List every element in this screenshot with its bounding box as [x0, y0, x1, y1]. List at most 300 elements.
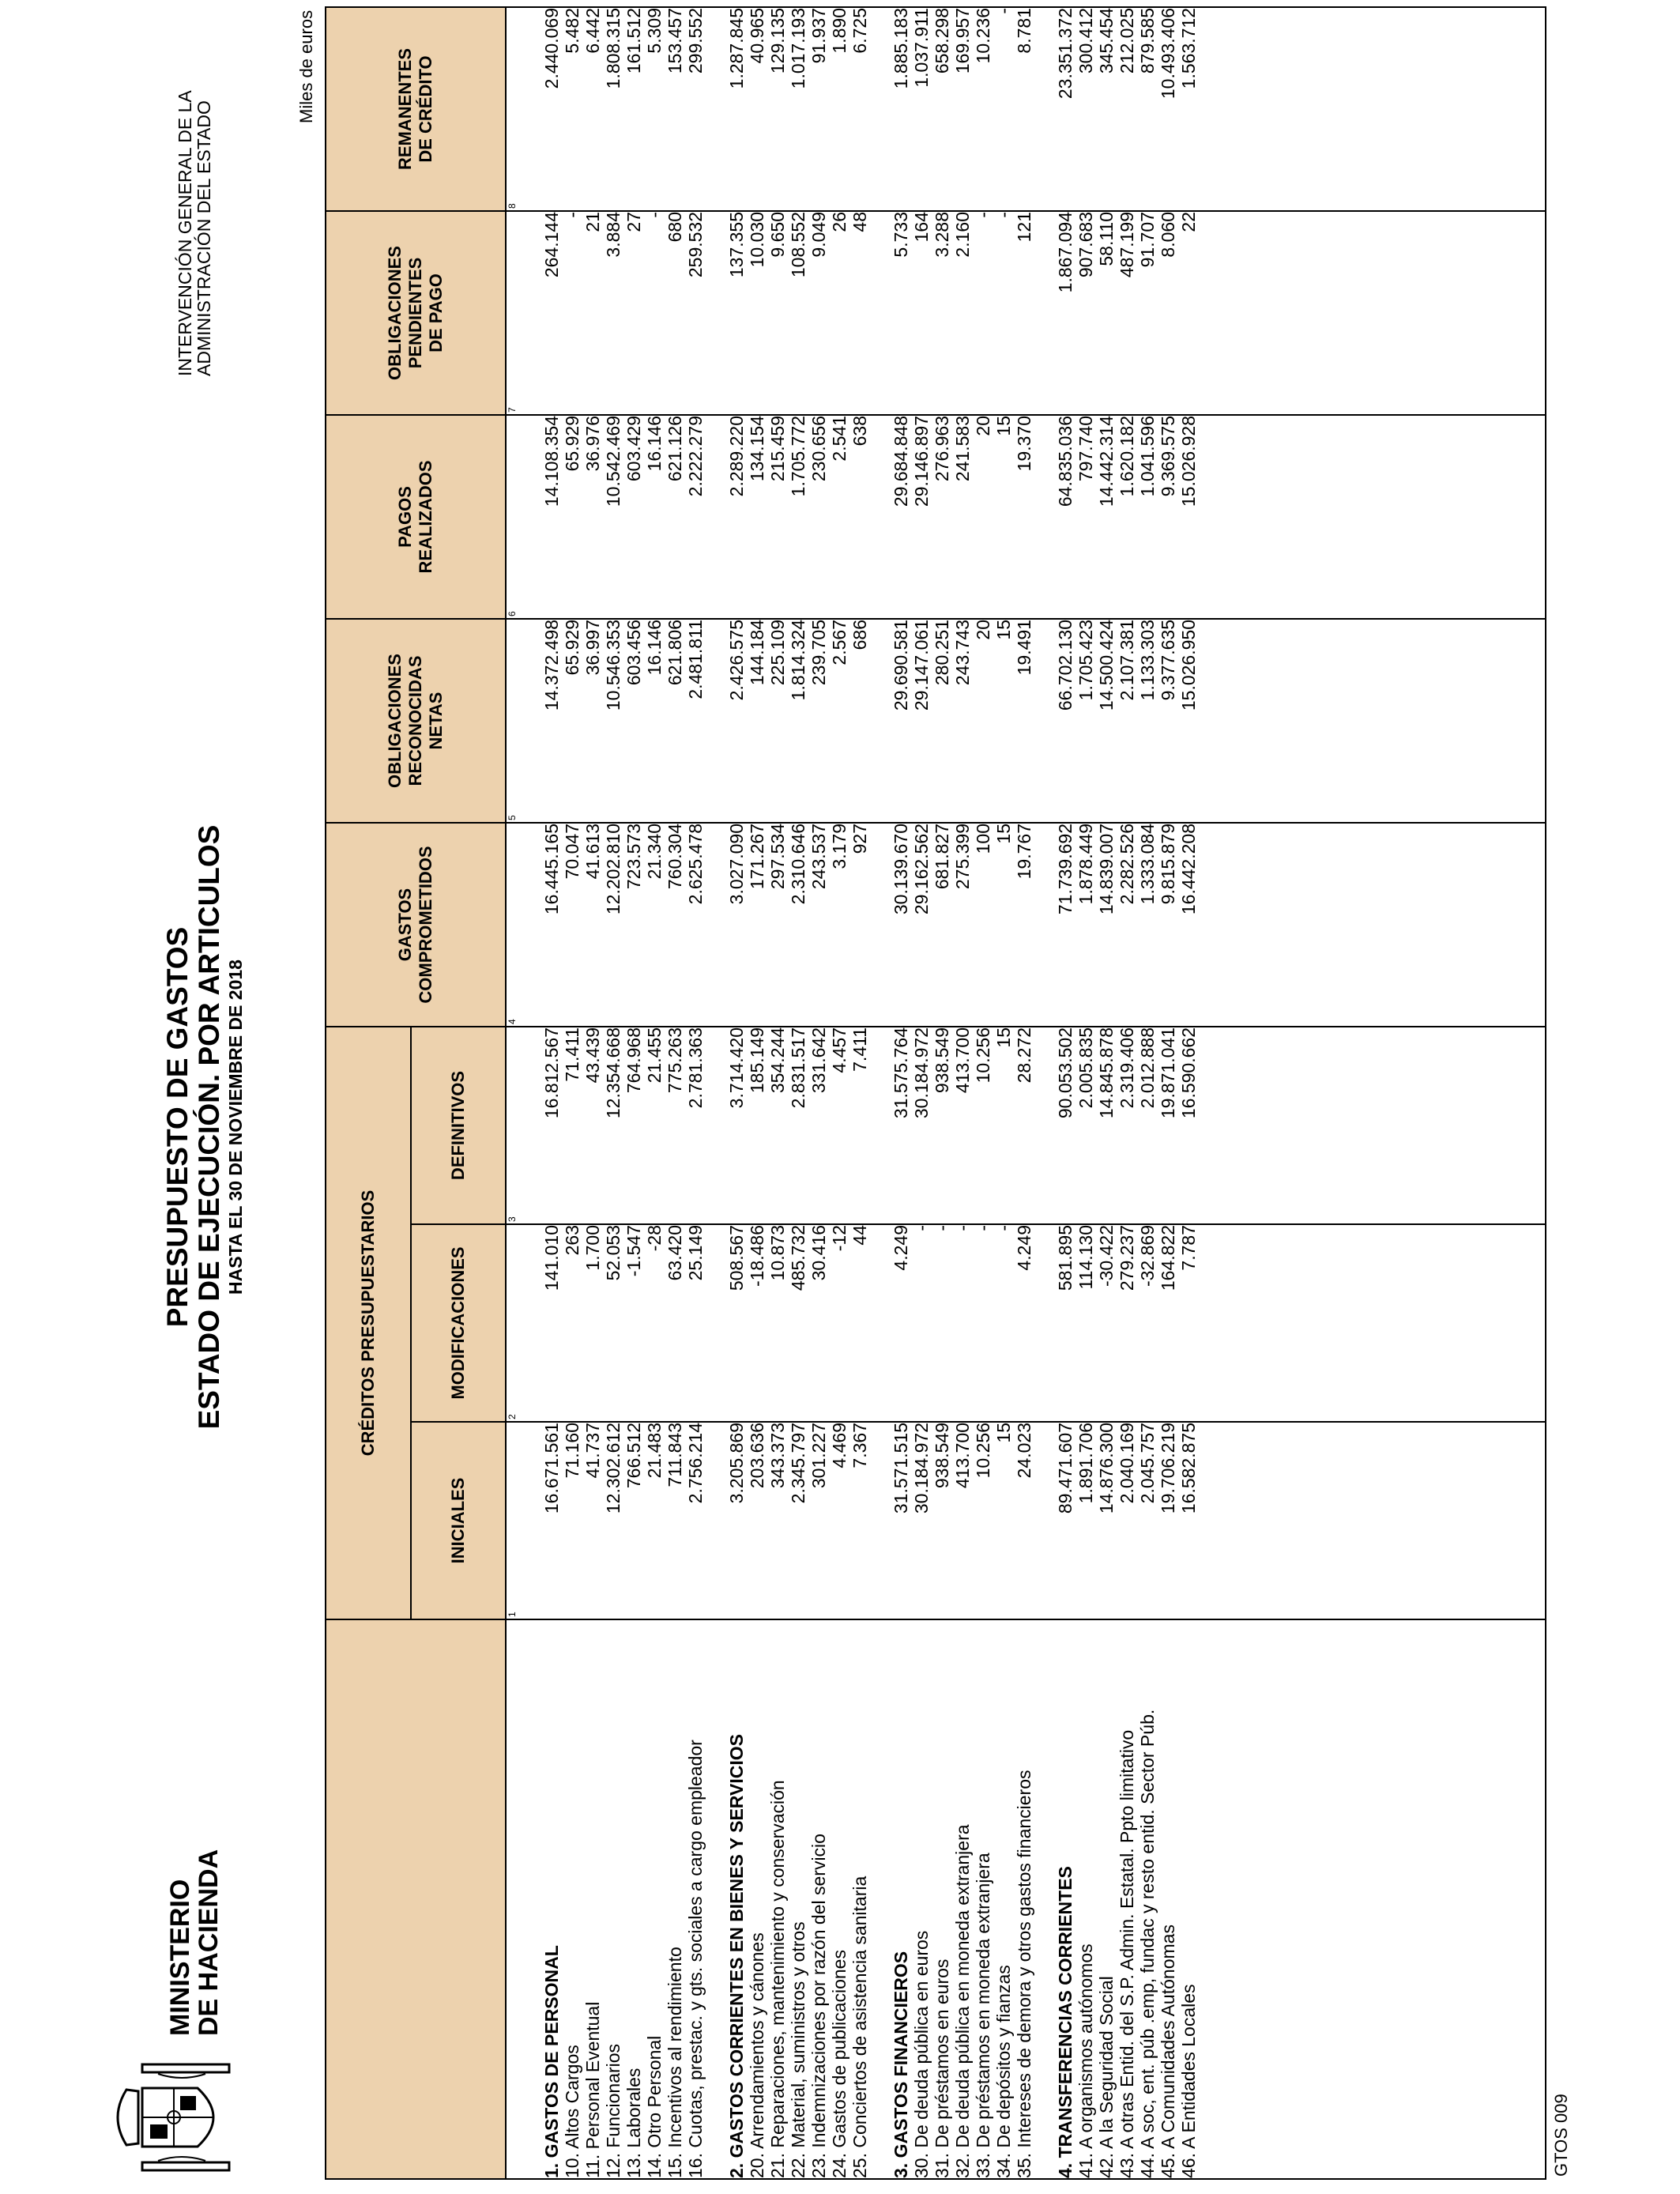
row-value: 30.184.972 — [911, 1027, 932, 1119]
ministry-name — [166, 1849, 223, 2036]
header-gastos-line-1: GASTOS — [395, 888, 415, 962]
row-value: 16.146 — [644, 416, 665, 472]
spacer — [521, 8, 541, 210]
row-value: 14.876.300 — [1096, 1423, 1117, 1514]
row-value: 938.549 — [932, 1027, 952, 1094]
row-value: 21.340 — [644, 824, 665, 880]
row-value: 9.369.575 — [1158, 416, 1178, 497]
column-number: 6 — [506, 415, 521, 619]
row-value: 21.483 — [644, 1423, 665, 1479]
row-value: 681.827 — [932, 824, 952, 890]
row-label: 46. A Entidades Locales — [1178, 1984, 1199, 2178]
row-value: 16.582.875 — [1178, 1423, 1199, 1514]
row-value: 70.047 — [562, 824, 582, 880]
report-title — [162, 771, 246, 1483]
row-value: 230.656 — [808, 416, 829, 482]
row-value: 907.683 — [1075, 212, 1096, 278]
group-title: 1. GASTOS DE PERSONAL — [541, 1945, 562, 2178]
group-total-value: 137.355 — [726, 212, 747, 278]
row-value: 10.030 — [747, 212, 767, 268]
group-total-value: 23.351.372 — [1055, 8, 1075, 100]
group-total-value: 2.440.069 — [541, 8, 562, 89]
row-value: 1.700 — [582, 1225, 603, 1271]
row-value: 20 — [973, 416, 993, 436]
coat-of-arms-icon — [111, 2058, 245, 2177]
row-value: 20 — [973, 620, 993, 640]
column-number-empty — [506, 1619, 521, 2179]
spacer — [706, 1423, 726, 1619]
group-total-value: 16.445.165 — [541, 824, 562, 915]
row-label: 30. De deuda pública en euros — [911, 1930, 932, 2178]
title-line-2: ESTADO DE EJECUCIÓN. POR ARTICULOS — [193, 824, 225, 1430]
row-value: 164 — [911, 212, 932, 243]
header-creditos: CRÉDITOS PRESUPUESTARIOS — [326, 1027, 411, 1619]
row-value: -12 — [829, 1225, 849, 1252]
row-label: 44. A soc, ent. púb .emp, fundac y resto entid. Sector Púb. — [1137, 1709, 1158, 2178]
row-value: 41.613 — [582, 824, 603, 880]
row-label: 14. Otro Personal — [644, 2035, 665, 2178]
spacer — [521, 1225, 541, 1421]
row-value: 241.583 — [952, 416, 973, 482]
row-value: 19.767 — [1014, 824, 1034, 880]
row-value: 19.871.041 — [1158, 1027, 1178, 1119]
group-total-value: 2.289.220 — [726, 416, 747, 497]
row-value: 413.700 — [952, 1027, 973, 1094]
group-total-value: 581.895 — [1055, 1225, 1075, 1291]
row-value: 2.319.406 — [1117, 1027, 1137, 1109]
row-value: 25.149 — [685, 1225, 706, 1281]
row-value: 29.147.061 — [911, 620, 932, 711]
column-number: 5 — [506, 619, 521, 823]
row-value: - — [911, 1225, 932, 1231]
row-value: 413.700 — [952, 1423, 973, 1489]
group-total-value: 31.571.515 — [891, 1423, 911, 1514]
row-value: 27 — [623, 212, 644, 232]
value-column — [521, 415, 1546, 619]
group-total-value: 264.144 — [541, 212, 562, 278]
row-value: 1.563.712 — [1178, 8, 1199, 89]
row-value: 301.227 — [808, 1423, 829, 1489]
row-value: 16.146 — [644, 620, 665, 676]
column-number: 8 — [506, 7, 521, 211]
row-value: 19.706.219 — [1158, 1423, 1178, 1514]
row-value: 2.781.363 — [685, 1027, 706, 1109]
row-value: 10.256 — [973, 1027, 993, 1084]
row-value: 36.976 — [582, 416, 603, 472]
row-value: 30.416 — [808, 1225, 829, 1281]
row-label: 45. A Comunidades Autónomas — [1158, 1924, 1178, 2178]
row-label: 11. Personal Eventual — [582, 2001, 603, 2178]
group-title: 4. TRANSFERENCIAS CORRIENTES — [1055, 1866, 1075, 2178]
header-rem-line-1: REMANENTES — [395, 48, 415, 171]
spacer — [521, 1027, 541, 1223]
row-value: 29.146.897 — [911, 416, 932, 507]
title-line-1: PRESUPUESTO DE GASTOS — [161, 926, 194, 1328]
row-value: 164.822 — [1158, 1225, 1178, 1291]
group-total-value: 90.053.502 — [1055, 1027, 1075, 1119]
row-value: 243.743 — [952, 620, 973, 686]
budget-table — [325, 6, 1546, 2180]
value-column — [521, 1027, 1546, 1224]
row-value: - — [644, 212, 665, 218]
value-column — [521, 1224, 1546, 1422]
spacer — [1034, 1423, 1055, 1619]
row-value: 2.310.646 — [788, 824, 808, 905]
row-value: 2.282.526 — [1117, 824, 1137, 905]
row-value: 212.025 — [1117, 8, 1137, 74]
spacer — [706, 1027, 726, 1223]
row-value: 19.370 — [1014, 416, 1034, 472]
row-value: 12.202.810 — [603, 824, 623, 915]
row-value: 14.845.878 — [1096, 1027, 1117, 1119]
spacer — [1034, 416, 1055, 618]
row-label: 23. Indemnizaciones por razón del servicio — [808, 1834, 829, 2178]
header-oblig-line-3: NETAS — [426, 692, 446, 750]
row-label: 41. A organismos autónomos — [1075, 1943, 1096, 2178]
value-column — [521, 619, 1546, 823]
spacer — [870, 824, 891, 1026]
spacer — [706, 1225, 726, 1421]
spacer — [521, 1423, 541, 1619]
value-column — [521, 211, 1546, 415]
row-value: 41.737 — [582, 1423, 603, 1479]
column-number: 2 — [506, 1224, 521, 1422]
spacer — [1034, 1027, 1055, 1223]
row-value: 129.135 — [767, 8, 788, 74]
row-value: 2.567 — [829, 620, 849, 665]
row-value: -30.422 — [1096, 1225, 1117, 1287]
row-value: 203.636 — [747, 1423, 767, 1489]
row-value: 12.354.668 — [603, 1027, 623, 1119]
row-label: 24. Gastos de publicaciones — [829, 1950, 849, 2178]
group-title: 2. GASTOS CORRIENTES EN BIENES Y SERVICIOS — [726, 1734, 747, 2178]
row-value: 1.017.193 — [788, 8, 808, 89]
row-value: 15 — [993, 1423, 1014, 1443]
row-value: 161.512 — [623, 8, 644, 74]
row-value: 215.459 — [767, 416, 788, 482]
row-value: 9.815.879 — [1158, 824, 1178, 905]
group-total-value: 31.575.764 — [891, 1027, 911, 1119]
header-pagos-line-2: REALIZADOS — [416, 460, 435, 574]
row-value: 10.236 — [973, 8, 993, 64]
row-value: 7.787 — [1178, 1225, 1199, 1271]
row-value: 15.026.950 — [1178, 620, 1199, 711]
header-pagos-line-1: PAGOS — [395, 486, 415, 548]
row-value: 10.256 — [973, 1423, 993, 1479]
row-value: 2.756.214 — [685, 1423, 706, 1504]
row-value: 603.456 — [623, 620, 644, 686]
row-value: 2.107.381 — [1117, 620, 1137, 701]
group-total-value: 16.671.561 — [541, 1423, 562, 1514]
row-value: 121 — [1014, 212, 1034, 243]
group-total-value: 71.739.692 — [1055, 824, 1075, 915]
row-value: 658.298 — [932, 8, 952, 74]
row-value: - — [973, 212, 993, 218]
spacer — [521, 620, 541, 822]
spacer — [521, 416, 541, 618]
spacer — [521, 1620, 541, 2178]
group-total-value: 89.471.607 — [1055, 1423, 1075, 1514]
row-value: -18.486 — [747, 1225, 767, 1287]
ministry-line-2: DE HACIENDA — [194, 1849, 224, 2036]
spacer — [706, 620, 726, 822]
row-label: 31. De préstamos en euros — [932, 1958, 952, 2178]
row-value: 2.045.757 — [1137, 1423, 1158, 1504]
group-total-value: 64.835.036 — [1055, 416, 1075, 507]
row-value: 797.740 — [1075, 416, 1096, 482]
units-label: Miles de euros — [296, 9, 316, 123]
row-value: 43.439 — [582, 1027, 603, 1084]
row-value: -1.547 — [623, 1225, 644, 1277]
row-value: 3.884 — [603, 212, 623, 258]
group-total-value: 2.426.575 — [726, 620, 747, 701]
table-body-row — [521, 7, 1546, 2179]
row-value: 6.725 — [849, 8, 870, 54]
row-value: - — [993, 1225, 1014, 1231]
row-value: 9.650 — [767, 212, 788, 258]
row-value: 9.377.635 — [1158, 620, 1178, 701]
row-value: 15 — [993, 620, 1014, 640]
row-label: 13. Laborales — [623, 2068, 644, 2178]
row-value: 760.304 — [665, 824, 685, 890]
row-value: 1.705.423 — [1075, 620, 1096, 701]
row-value: 1.890 — [829, 8, 849, 54]
row-label: 35. Intereses de demora y otros gastos financieros — [1014, 1770, 1034, 2178]
row-value: 2.831.517 — [788, 1027, 808, 1109]
row-value: 71.411 — [562, 1027, 582, 1082]
row-label: 32. De deuda pública en moneda extranjera — [952, 1824, 973, 2178]
header-modificaciones: MODIFICACIONES — [411, 1224, 506, 1422]
group-total-value: 4.249 — [891, 1225, 911, 1271]
group-total-value: 14.108.354 — [541, 416, 562, 507]
group-total-value: 3.027.090 — [726, 824, 747, 905]
row-value: 22 — [1178, 212, 1199, 232]
row-value: 65.929 — [562, 416, 582, 472]
group-total-value: 1.287.845 — [726, 8, 747, 89]
row-value: 279.237 — [1117, 1225, 1137, 1291]
row-value: 280.251 — [932, 620, 952, 686]
row-value: 24.023 — [1014, 1423, 1034, 1479]
row-label: 22. Material, suministros y otros — [788, 1921, 808, 2178]
row-value: 10.542.469 — [603, 416, 623, 507]
group-total-value: 30.139.670 — [891, 824, 911, 915]
row-label: 21. Reparaciones, mantenimiento y conservación — [767, 1780, 788, 2178]
spacer — [706, 1620, 726, 2178]
row-value: 144.184 — [747, 620, 767, 686]
group-total-value: 5.733 — [891, 212, 911, 258]
group-total-value: 508.567 — [726, 1225, 747, 1291]
row-value: 766.512 — [623, 1423, 644, 1489]
header-definitivos: DEFINITIVOS — [411, 1027, 506, 1224]
row-value: 879.585 — [1137, 8, 1158, 74]
row-value: 927 — [849, 824, 870, 854]
spacer — [1034, 8, 1055, 210]
row-value: 40.965 — [747, 8, 767, 64]
column-number-row — [506, 7, 521, 2179]
row-value: 686 — [849, 620, 870, 650]
row-value: 15.026.928 — [1178, 416, 1199, 507]
row-value: 100 — [973, 824, 993, 854]
row-value: 16.442.208 — [1178, 824, 1199, 915]
row-value: 343.373 — [767, 1423, 788, 1489]
column-number: 4 — [506, 823, 521, 1027]
row-value: 1.808.315 — [603, 8, 623, 89]
spacer — [870, 8, 891, 210]
row-value: 621.806 — [665, 620, 685, 686]
spacer — [1034, 1620, 1055, 2178]
row-value: 114.130 — [1075, 1225, 1096, 1290]
row-value: 276.963 — [932, 416, 952, 482]
value-column — [521, 1422, 1546, 1619]
header-pend-line-3: DE PAGO — [426, 273, 446, 352]
header-iniciales: INICIALES — [411, 1422, 506, 1619]
spacer — [870, 1423, 891, 1619]
row-value: 108.552 — [788, 212, 808, 278]
header-obligaciones-netas — [326, 619, 506, 823]
row-value: 4.249 — [1014, 1225, 1034, 1271]
row-value: 2.481.811 — [685, 620, 706, 699]
row-value: 21 — [582, 212, 603, 232]
row-value: 711.843 — [665, 1423, 685, 1487]
row-value: 1.814.324 — [788, 620, 808, 701]
row-value: 1.878.449 — [1075, 824, 1096, 905]
header-rem-line-2: DE CRÉDITO — [416, 55, 435, 163]
spacer — [706, 416, 726, 618]
header-pendientes-pago — [326, 211, 506, 415]
spacer — [706, 8, 726, 210]
spacer — [870, 1225, 891, 1421]
row-value: 26 — [829, 212, 849, 232]
row-value: 171.267 — [747, 824, 767, 890]
group-total-value: 3.205.869 — [726, 1423, 747, 1504]
row-value: 300.412 — [1075, 8, 1096, 74]
row-label: 43. A otras Entid. del S.P. Admin. Estatal. Ppto limitativo — [1117, 1729, 1137, 2178]
row-value: 1.133.303 — [1137, 620, 1158, 701]
row-value: 485.732 — [788, 1225, 808, 1291]
row-value: 354.244 — [767, 1027, 788, 1094]
row-value: 3.179 — [829, 824, 849, 869]
spacer — [870, 620, 891, 822]
spacer — [1034, 620, 1055, 822]
row-value: 153.457 — [665, 8, 685, 74]
row-value: 6.442 — [582, 8, 603, 54]
row-value: 21.455 — [644, 1027, 665, 1084]
spacer — [870, 1027, 891, 1223]
group-total-value: 1.867.094 — [1055, 212, 1075, 293]
row-value: 8.060 — [1158, 212, 1178, 258]
spacer — [1034, 212, 1055, 414]
office-line-2: ADMINISTRACIÓN DEL ESTADO — [194, 100, 214, 376]
row-value: 15 — [993, 1027, 1014, 1048]
group-total-value: 29.684.848 — [891, 416, 911, 507]
row-value: 680 — [665, 212, 685, 243]
spacer — [1034, 824, 1055, 1026]
row-value: 297.534 — [767, 824, 788, 890]
row-label: 16. Cuotas, prestac. y gts. sociales a cargo empleador — [685, 1740, 706, 2178]
spacer — [870, 416, 891, 618]
row-value: 10.546.353 — [603, 620, 623, 711]
row-value: 58.110 — [1096, 212, 1117, 266]
row-value: 1.041.596 — [1137, 416, 1158, 497]
row-value: 52.053 — [603, 1225, 623, 1281]
header-pend-line-1: OBLIGACIONES — [385, 246, 405, 380]
header-pend-line-2: PENDIENTES — [405, 257, 425, 369]
row-value: 2.541 — [829, 416, 849, 462]
spacer — [870, 212, 891, 414]
row-value: 19.491 — [1014, 620, 1034, 676]
row-value: 30.184.972 — [911, 1423, 932, 1514]
spacer — [706, 824, 726, 1026]
row-label: 33. De préstamos en moneda extranjera — [973, 1853, 993, 2178]
row-value: 299.552 — [685, 8, 706, 74]
row-value: 10.873 — [767, 1225, 788, 1281]
row-value: 2.012.888 — [1137, 1027, 1158, 1109]
row-value: 2.222.279 — [685, 416, 706, 497]
row-value: 263 — [562, 1225, 582, 1256]
value-column — [521, 7, 1546, 211]
row-value: 48 — [849, 212, 870, 232]
row-label: 15. Incentivos al rendimiento — [665, 1947, 685, 2178]
row-value: 775.263 — [665, 1027, 685, 1094]
row-value: 16.590.662 — [1178, 1027, 1199, 1119]
header-gastos-line-2: COMPROMETIDOS — [416, 846, 435, 1004]
row-label: 25. Conciertos de asistencia sanitaria — [849, 1875, 870, 2178]
row-value: 15 — [993, 416, 1014, 436]
header-pagos-realizados — [326, 415, 506, 619]
row-value: 243.537 — [808, 824, 829, 890]
row-label: 34. De depósitos y fianzas — [993, 1965, 1014, 2178]
office-line-1: INTERVENCIÓN GENERAL DE LA — [175, 90, 195, 376]
row-label: 10. Altos Cargos — [562, 2045, 582, 2178]
row-value: 28.272 — [1014, 1027, 1034, 1084]
row-value: -28 — [644, 1225, 665, 1252]
row-value: 12.302.612 — [603, 1423, 623, 1514]
spacer — [706, 212, 726, 414]
spacer — [870, 1620, 891, 2178]
row-value: - — [993, 212, 1014, 218]
group-total-value: 3.714.420 — [726, 1027, 747, 1109]
ministry-line-1: MINISTERIO — [165, 1879, 195, 2036]
row-value: 185.149 — [747, 1027, 767, 1094]
row-value: 14.442.314 — [1096, 416, 1117, 507]
row-value: - — [562, 212, 582, 218]
row-value: 764.968 — [623, 1027, 644, 1094]
group-total-value: 66.702.130 — [1055, 620, 1075, 711]
row-value: - — [993, 8, 1014, 14]
row-value: 275.399 — [952, 824, 973, 890]
row-value: 331.642 — [808, 1027, 829, 1094]
row-value: 7.411 — [849, 1027, 870, 1072]
row-label: 20. Arrendamientos y cánones — [747, 1932, 767, 2178]
row-label: 42. A la Seguridad Social — [1096, 1976, 1117, 2178]
row-value: 14.839.007 — [1096, 824, 1117, 915]
row-value: 1.620.182 — [1117, 416, 1137, 497]
row-label: 12. Funcionarios — [603, 2043, 623, 2178]
header-oblig-line-1: OBLIGACIONES — [385, 654, 405, 788]
row-value: 15 — [993, 824, 1014, 844]
row-value: 5.482 — [562, 8, 582, 54]
row-value: 487.199 — [1117, 212, 1137, 278]
row-value: 29.162.562 — [911, 824, 932, 915]
row-value: 1.037.911 — [911, 8, 932, 88]
row-value: 10.493.406 — [1158, 8, 1178, 100]
row-value: 2.160 — [952, 212, 973, 258]
row-value: - — [952, 1225, 973, 1231]
issuing-office — [175, 90, 213, 376]
group-total-value: 141.010 — [541, 1225, 562, 1291]
row-value: 14.500.424 — [1096, 620, 1117, 711]
row-value: 1.333.084 — [1137, 824, 1158, 905]
